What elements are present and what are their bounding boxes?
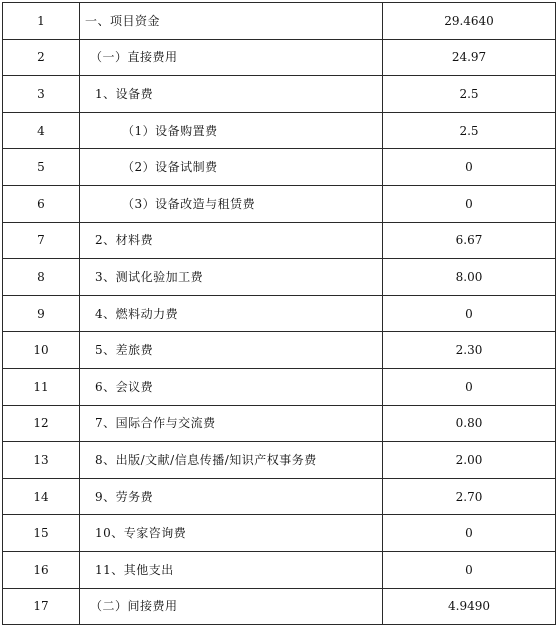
expense-item-cell: （1）设备购置费 xyxy=(80,112,383,149)
amount-cell: 0 xyxy=(383,551,556,588)
expense-item-cell: 11、其他支出 xyxy=(80,551,383,588)
expense-item-cell: （二）间接费用 xyxy=(80,588,383,625)
expense-item-cell: 6、会议费 xyxy=(80,368,383,405)
amount-cell: 2.5 xyxy=(383,76,556,113)
amount-cell: 6.67 xyxy=(383,222,556,259)
expense-item-cell: 8、出版/文献/信息传播/知识产权事务费 xyxy=(80,442,383,479)
amount-cell: 2.70 xyxy=(383,478,556,515)
row-number-cell: 6 xyxy=(3,185,80,222)
table-row xyxy=(3,332,556,369)
table-row xyxy=(3,442,556,479)
amount-cell: 29.4640 xyxy=(383,3,556,40)
row-number-cell: 2 xyxy=(3,39,80,76)
table-row xyxy=(3,112,556,149)
table-row xyxy=(3,551,556,588)
amount-cell: 0.80 xyxy=(383,405,556,442)
amount-cell: 0 xyxy=(383,368,556,405)
row-number-cell: 11 xyxy=(3,368,80,405)
row-number-cell: 9 xyxy=(3,295,80,332)
expense-item-cell: 1、设备费 xyxy=(80,76,383,113)
expense-item-cell: （2）设备试制费 xyxy=(80,149,383,186)
amount-cell: 2.00 xyxy=(383,442,556,479)
expense-item-cell: 4、燃料动力费 xyxy=(80,295,383,332)
table-row xyxy=(3,39,556,76)
expense-item-cell: 一、项目资金 xyxy=(80,3,383,40)
row-number-cell: 15 xyxy=(3,515,80,552)
table-row xyxy=(3,76,556,113)
expense-item-cell: 7、国际合作与交流费 xyxy=(80,405,383,442)
amount-cell: 8.00 xyxy=(383,259,556,296)
expense-item-cell: （一）直接费用 xyxy=(80,39,383,76)
row-number-cell: 8 xyxy=(3,259,80,296)
row-number-cell: 14 xyxy=(3,478,80,515)
amount-cell: 0 xyxy=(383,515,556,552)
row-number-cell: 3 xyxy=(3,76,80,113)
table-row xyxy=(3,222,556,259)
amount-cell: 0 xyxy=(383,295,556,332)
table-row xyxy=(3,259,556,296)
amount-cell: 24.97 xyxy=(383,39,556,76)
row-number-cell: 16 xyxy=(3,551,80,588)
amount-cell: 2.30 xyxy=(383,332,556,369)
expense-item-cell: 2、材料费 xyxy=(80,222,383,259)
table-row xyxy=(3,368,556,405)
table-row xyxy=(3,3,556,40)
expense-item-cell: 9、劳务费 xyxy=(80,478,383,515)
amount-cell: 4.9490 xyxy=(383,588,556,625)
row-number-cell: 7 xyxy=(3,222,80,259)
amount-cell: 2.5 xyxy=(383,112,556,149)
amount-cell: 0 xyxy=(383,185,556,222)
expense-item-cell: 3、测试化验加工费 xyxy=(80,259,383,296)
table-row xyxy=(3,405,556,442)
row-number-cell: 10 xyxy=(3,332,80,369)
expense-item-cell: 10、专家咨询费 xyxy=(80,515,383,552)
table-row xyxy=(3,149,556,186)
row-number-cell: 1 xyxy=(3,3,80,40)
table-row xyxy=(3,515,556,552)
row-number-cell: 4 xyxy=(3,112,80,149)
table-row xyxy=(3,185,556,222)
table-row xyxy=(3,478,556,515)
budget-table-body xyxy=(3,3,556,625)
expense-item-cell: （3）设备改造与租赁费 xyxy=(80,185,383,222)
amount-cell: 0 xyxy=(383,149,556,186)
row-number-cell: 5 xyxy=(3,149,80,186)
row-number-cell: 12 xyxy=(3,405,80,442)
expense-item-cell: 5、差旅费 xyxy=(80,332,383,369)
row-number-cell: 13 xyxy=(3,442,80,479)
row-number-cell: 17 xyxy=(3,588,80,625)
table-row xyxy=(3,295,556,332)
budget-table xyxy=(2,2,556,625)
table-row xyxy=(3,588,556,625)
